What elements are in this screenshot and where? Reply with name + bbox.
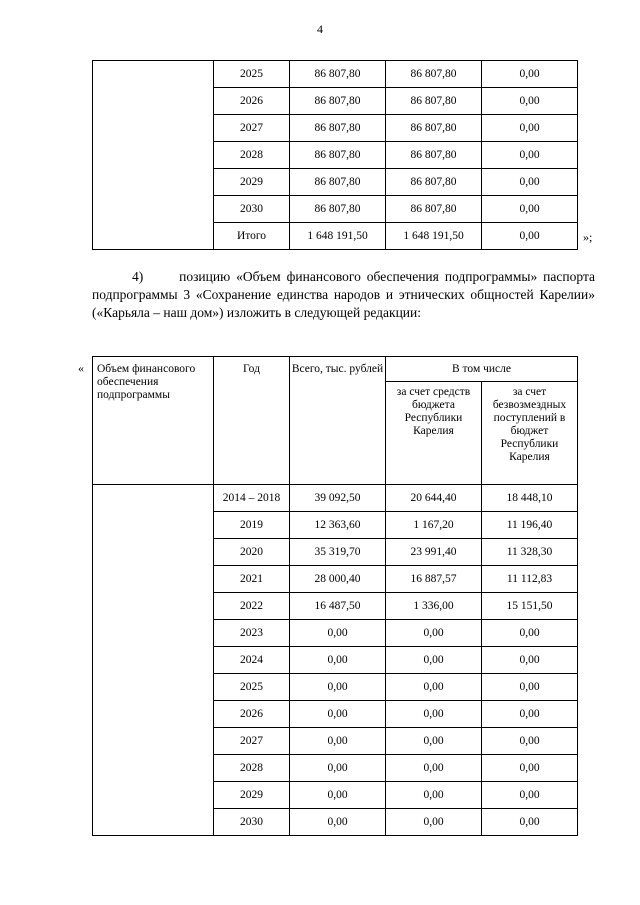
cell-year: 2029 [214,169,290,196]
cell-year: 2014 – 2018 [214,485,290,512]
cell-other: 11 112,83 [482,566,578,593]
row-label-empty [93,61,214,250]
cell-other: 0,00 [482,142,578,169]
cell-budget: 20 644,40 [386,485,482,512]
cell-total: 86 807,80 [290,61,386,88]
table-row [93,61,578,88]
cell-budget: 0,00 [386,755,482,782]
cell-budget: 16 887,57 [386,566,482,593]
cell-total: 86 807,80 [290,196,386,223]
amendment-paragraph [92,268,595,322]
paragraph-number: 4) [132,269,144,284]
cell-other: 0,00 [482,88,578,115]
cell-budget: 86 807,80 [386,88,482,115]
cell-other: 0,00 [482,782,578,809]
paragraph-text: позицию «Объем финансового обеспечения подпрограммы» паспорта подпрограммы 3 «Сохранение единства народов и этнических общностей Карелии» («Карьяла – наш дом») изложить в следующей редакции: [92,269,595,320]
cell-year: 2021 [214,566,290,593]
cell-budget: 0,00 [386,647,482,674]
page-number: 4 [317,22,323,36]
row-label-empty [93,485,214,836]
cell-year: 2030 [214,809,290,836]
cell-year: 2026 [214,88,290,115]
header-year: Год [214,357,290,485]
cell-total: 0,00 [290,755,386,782]
cell-total: 0,00 [290,620,386,647]
header-including: В том числе [386,357,578,382]
cell-other: 18 448,10 [482,485,578,512]
cell-other: 0,00 [482,674,578,701]
cell-year: 2023 [214,620,290,647]
cell-budget: 0,00 [386,620,482,647]
cell-total: 86 807,80 [290,169,386,196]
opening-quote: « [78,361,84,375]
cell-budget: 86 807,80 [386,115,482,142]
finance-table-continued [92,60,578,250]
cell-other: 0,00 [482,115,578,142]
header-budget: за счет средств бюджета Республики Карелия [386,382,482,485]
cell-other: 11 328,30 [482,539,578,566]
cell-total: 39 092,50 [290,485,386,512]
header-total: Всего, тыс. рублей [290,357,386,485]
cell-other: 0,00 [482,169,578,196]
cell-budget: 0,00 [386,701,482,728]
cell-total: 35 319,70 [290,539,386,566]
header-other: за счет безвозмездных поступлений в бюджет Республики Карелия [482,382,578,485]
cell-year: 2027 [214,115,290,142]
cell-year: 2028 [214,755,290,782]
cell-year: 2020 [214,539,290,566]
cell-year: 2030 [214,196,290,223]
cell-budget: 86 807,80 [386,196,482,223]
cell-total: 1 648 191,50 [290,223,386,250]
cell-other: 0,00 [482,728,578,755]
cell-total: 0,00 [290,809,386,836]
cell-year: 2029 [214,782,290,809]
cell-budget: 1 648 191,50 [386,223,482,250]
cell-total: 12 363,60 [290,512,386,539]
cell-other: 0,00 [482,755,578,782]
cell-budget: 1 167,20 [386,512,482,539]
finance-table-subprogram-3 [92,356,578,836]
cell-year: 2022 [214,593,290,620]
cell-total: 28 000,40 [290,566,386,593]
cell-total: 86 807,80 [290,115,386,142]
cell-budget: 86 807,80 [386,169,482,196]
cell-budget: 23 991,40 [386,539,482,566]
cell-other: 0,00 [482,647,578,674]
cell-total: 86 807,80 [290,88,386,115]
cell-other: 0,00 [482,61,578,88]
cell-budget: 0,00 [386,674,482,701]
cell-total: 0,00 [290,647,386,674]
table-row [93,485,578,512]
cell-total: 16 487,50 [290,593,386,620]
cell-other: 0,00 [482,620,578,647]
cell-year: 2028 [214,142,290,169]
cell-total: 0,00 [290,701,386,728]
cell-other: 0,00 [482,223,578,250]
cell-year: 2027 [214,728,290,755]
cell-year: Итого [214,223,290,250]
cell-budget: 86 807,80 [386,61,482,88]
cell-year: 2024 [214,647,290,674]
cell-budget: 0,00 [386,728,482,755]
cell-other: 0,00 [482,809,578,836]
cell-budget: 1 336,00 [386,593,482,620]
cell-other: 15 151,50 [482,593,578,620]
cell-budget: 0,00 [386,809,482,836]
cell-year: 2026 [214,701,290,728]
cell-year: 2025 [214,61,290,88]
cell-other: 0,00 [482,701,578,728]
cell-total: 0,00 [290,782,386,809]
cell-year: 2019 [214,512,290,539]
cell-total: 86 807,80 [290,142,386,169]
closing-quote: »; [583,230,593,244]
cell-total: 0,00 [290,728,386,755]
cell-year: 2025 [214,674,290,701]
cell-other: 11 196,40 [482,512,578,539]
cell-budget: 86 807,80 [386,142,482,169]
cell-budget: 0,00 [386,782,482,809]
cell-other: 0,00 [482,196,578,223]
cell-total: 0,00 [290,674,386,701]
row-label: Объем финансового обеспечения подпрограммы [93,357,214,485]
